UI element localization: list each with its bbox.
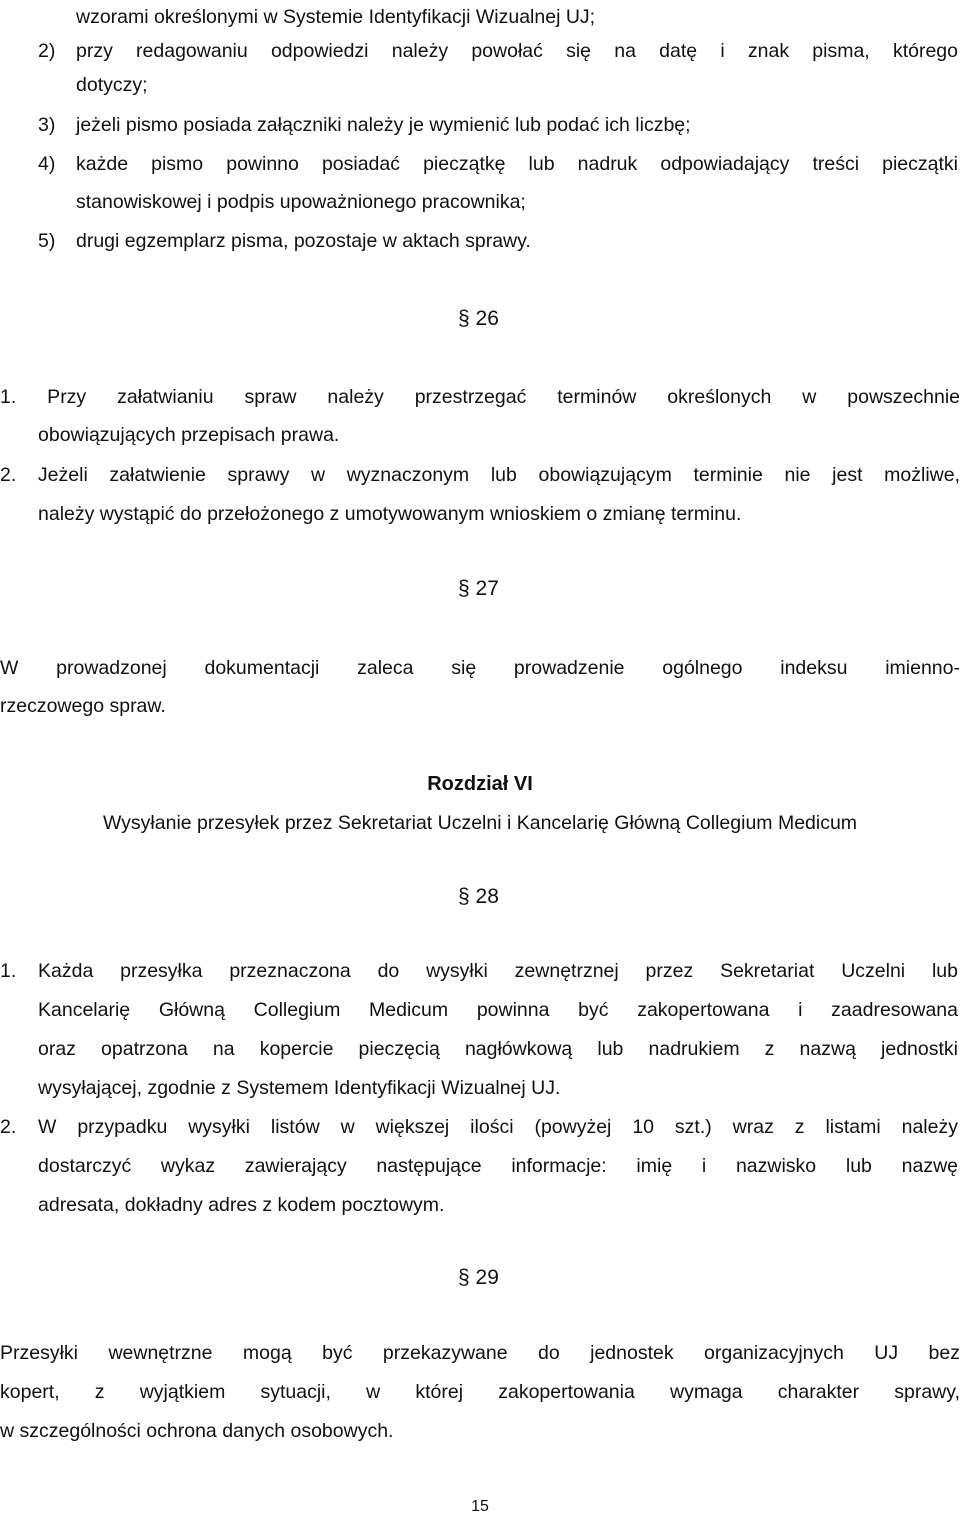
section-28-item-2-number: 2. — [0, 1116, 17, 1138]
section-28-item-2-line-2: dostarczyć wykaz zawierający następujące informacje: imię i nazwisko lub nazwę — [38, 1155, 958, 1177]
section-29-paragraph-line-1: Przesyłki wewnętrzne mogą być przekazywane do jednostek organizacyjnych UJ bez — [0, 1342, 960, 1364]
page-number: 15 — [471, 1498, 489, 1515]
section-28-item-2-line-1: W przypadku wysyłki listów w większej ilości (powyżej 10 szt.) wraz z listami należy — [38, 1116, 958, 1138]
list-item-5: drugi egzemplarz pisma, pozostaje w aktach sprawy. — [76, 230, 531, 252]
section-26-paragraph-2-line-2: należy wystąpić do przełożonego z umotywowanym wnioskiem o zmianę terminu. — [38, 503, 742, 525]
section-26-paragraph-2-line-1: 2. Jeżeli załatwienie sprawy w wyznaczonym lub obowiązującym terminie nie jest możliwe, — [0, 464, 960, 486]
section-27-heading: § 27 — [458, 577, 499, 600]
chapter-subtitle: Wysyłanie przesyłek przez Sekretariat Uczelni i Kancelarię Główną Collegium Medicum — [102, 812, 858, 834]
section-28-item-1-line-1: Każda przesyłka przeznaczona do wysyłki zewnętrznej przez Sekretariat Uczelni lub — [38, 960, 958, 982]
section-27-paragraph-line-2: rzeczowego spraw. — [0, 695, 166, 717]
list-item-1-continuation: wzorami określonymi w Systemie Identyfikacji Wizualnej UJ; — [76, 6, 596, 28]
section-26-paragraph-1-line-1: 1. Przy załatwianiu spraw należy przestrzegać terminów określonych w powszechnie — [0, 386, 960, 408]
section-28-item-2-line-3: adresata, dokładny adres z kodem pocztowym. — [38, 1194, 445, 1216]
section-26-paragraph-1-line-2: obowiązujących przepisach prawa. — [38, 424, 340, 446]
chapter-title: Rozdział VI — [427, 773, 533, 795]
list-item-2-line-1: przy redagowaniu odpowiedzi należy powołać się na datę i znak pisma, którego — [76, 40, 958, 62]
list-item-4-line-2: stanowiskowej i podpis upoważnionego pracownika; — [76, 191, 526, 213]
section-28-item-1-line-3: oraz opatrzona na kopercie pieczęcią nagłówkową lub nadrukiem z nazwą jednostki — [38, 1038, 958, 1060]
section-27-paragraph-line-1: W prowadzonej dokumentacji zaleca się prowadzenie ogólnego indeksu imienno- — [0, 657, 960, 679]
list-item-2-line-2: dotyczy; — [76, 74, 148, 96]
section-28-item-1-line-2: Kancelarię Główną Collegium Medicum powinna być zakopertowana i zaadresowana — [38, 999, 958, 1021]
list-item-5-number: 5) — [38, 230, 56, 252]
section-28-heading: § 28 — [458, 885, 499, 908]
section-28-item-1-line-4: wysyłającej, zgodnie z Systemem Identyfikacji Wizualnej UJ. — [38, 1077, 561, 1099]
list-item-4-number: 4) — [38, 153, 56, 175]
list-item-3: jeżeli pismo posiada załączniki należy je wymienić lub podać ich liczbę; — [76, 114, 691, 136]
list-item-3-number: 3) — [38, 114, 56, 136]
section-29-heading: § 29 — [458, 1266, 499, 1289]
list-item-4-line-1: każde pismo powinno posiadać pieczątkę lub nadruk odpowiadający treści pieczątki — [76, 153, 958, 175]
section-29-paragraph-line-3: w szczególności ochrona danych osobowych. — [0, 1420, 394, 1442]
section-26-heading: § 26 — [458, 307, 499, 330]
section-28-item-1-number: 1. — [0, 960, 17, 982]
section-29-paragraph-line-2: kopert, z wyjątkiem sytuacji, w której zakopertowania wymaga charakter sprawy, — [0, 1381, 960, 1403]
list-item-2-number: 2) — [38, 40, 56, 62]
